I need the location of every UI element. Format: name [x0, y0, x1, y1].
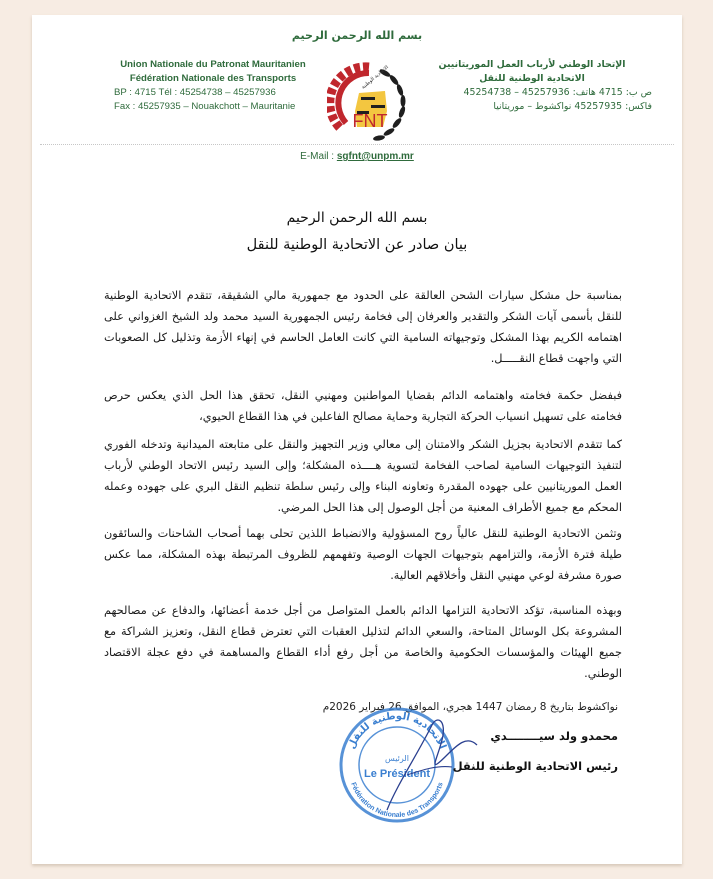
fnt-logo [327, 61, 411, 145]
date-line: نواكشوط بتاريخ 8 رمضان 1447 هجري، الموافق 26 فبراير 2026م [322, 701, 618, 713]
statement-basmala: بسم الله الرحمن الرحيم [286, 210, 428, 226]
letter-page [32, 15, 682, 864]
stamp-center-fr: Le Président [363, 768, 431, 780]
letterhead-basmala: بسم الله الرحمن الرحيم [291, 29, 423, 42]
paragraph-2: فبفضل حكمة فخامته واهتمامه الدائم بقضايا المواطنين ومهنيي النقل، تحقق هذا الحل الذي يعكس حرص فخامته على تسهيل انسياب الحركة التجارية وحماية مصالح الفاعلين في هذا القطاع الحيوي، [104, 389, 622, 423]
stamp-arc-top: الاتحادية الوطنية للنقل [346, 710, 448, 751]
phone-fr: BP : 4715 Tél : 45254738 – 45257936 [114, 87, 276, 98]
statement-title: بيان صادر عن الاتحادية الوطنية للنقل [246, 237, 468, 253]
email-link[interactable]: sgfnt@unpm.mr [336, 151, 414, 162]
email-line [32, 151, 682, 162]
paragraph-1: بمناسبة حل مشكل سيارات الشحن العالقة على الحدود مع جمهورية مالي الشقيقة، تتقدم الاتحادية الوطنية للنقل بأسمى آيات الشكر والتقدير والعرفان إلى فخامة رئيس الجمهورية السيد محمد ولد الشيخ الغزواني على اهتمامه الكريم بهذا المشكل وتوجيهاته السامية التي كانت العامل الحاسم في إنهاء الأزمة وتذليل كل الصعوبات التي واجهت قطاع النقـــــل. [104, 289, 622, 365]
stamp-center-ar: الرئيس [385, 754, 409, 763]
federation-name-fr: Fédération Nationale des Transports [129, 73, 297, 84]
letterhead-french-block [98, 58, 328, 114]
org-name-fr: Union Nationale du Patronat Mauritanien [120, 59, 306, 70]
header-divider [40, 144, 674, 145]
signatory-name: محمدو ولد سيــــــــدي [490, 729, 618, 743]
logo-text: FNT [352, 111, 388, 131]
paragraph-5: وبهذه المناسبة، تؤكد الاتحادية التزامها الدائم بالعمل المتواصل من أجل خدمة أعضائها، والدفاع عن مصالحهم المشروعة بكل الوسائل المتاحة، والسعي الدائم لتذليل العقبات التي تعترض قطاع النقل، وتعزيز الشراكة مع جميع الهيئات والمؤسسات الحكومية والخاصة من أجل رفع أداء القطاع والمساهمة في دفع عجلة الاقتصاد الوطني. [104, 604, 622, 680]
paragraph-4: وتثمن الاتحادية الوطنية للنقل عالياً روح المسؤولية والانضباط اللذين تحلى بهما أصحاب الشاحنات والسائقون طيلة فترة الأزمة، والتزامهم بتوجيهات الجهات الوصية وتفهمهم للظروف المرتبطة بهذه المشكلة، مما عكس صورة مشرفة لوعي مهنيي النقل وأخلاقهم العالية. [104, 527, 622, 582]
stamp-arc-bottom: Fédération Nationale des Transports [349, 781, 445, 820]
signatory-title: رئيس الاتحادية الوطنية للنقل [452, 759, 618, 773]
federation-name-ar: الاتحادية الوطنية للنقل [479, 73, 585, 84]
paragraph-3: كما تتقدم الاتحادية بجزيل الشكر والامتنان إلى معالي وزير التجهيز والنقل على متابعته الميدانية وتدخله الفوري لتنفيذ التوجيهات السامية لصاحب الفخامة لتسوية هــــذه المشكلة؛ وإلى السيد رئيس الاتحاد الوطني لأرباب العمل الموريتانيين على جهوده المقدرة وتعاونه البناء وإلى رئيس سلطة تنظيم النقل البري على جهوده وعمله المحكم مع جميع الأطراف المعنية من أجل الوصول إلى هذا الحل المرضي. [104, 438, 622, 514]
fax-ar: فاكس: 45257935 نواكشوط – موريتانيا [493, 101, 652, 112]
letterhead-arabic-block [422, 58, 652, 114]
fax-fr: Fax : 45257935 – Nouakchott – Mauritanie [114, 101, 296, 112]
phone-ar: ص ب: 4715 هاتف: 45257936 – 45254738 [463, 87, 652, 98]
email-label: E-Mail : [300, 151, 335, 162]
org-name-ar: الإتحاد الوطني لأرباب العمل الموريتانيين [438, 59, 626, 70]
svg-text:الاتحادية الوطنية: الاتحادية الوطنية [360, 64, 390, 91]
